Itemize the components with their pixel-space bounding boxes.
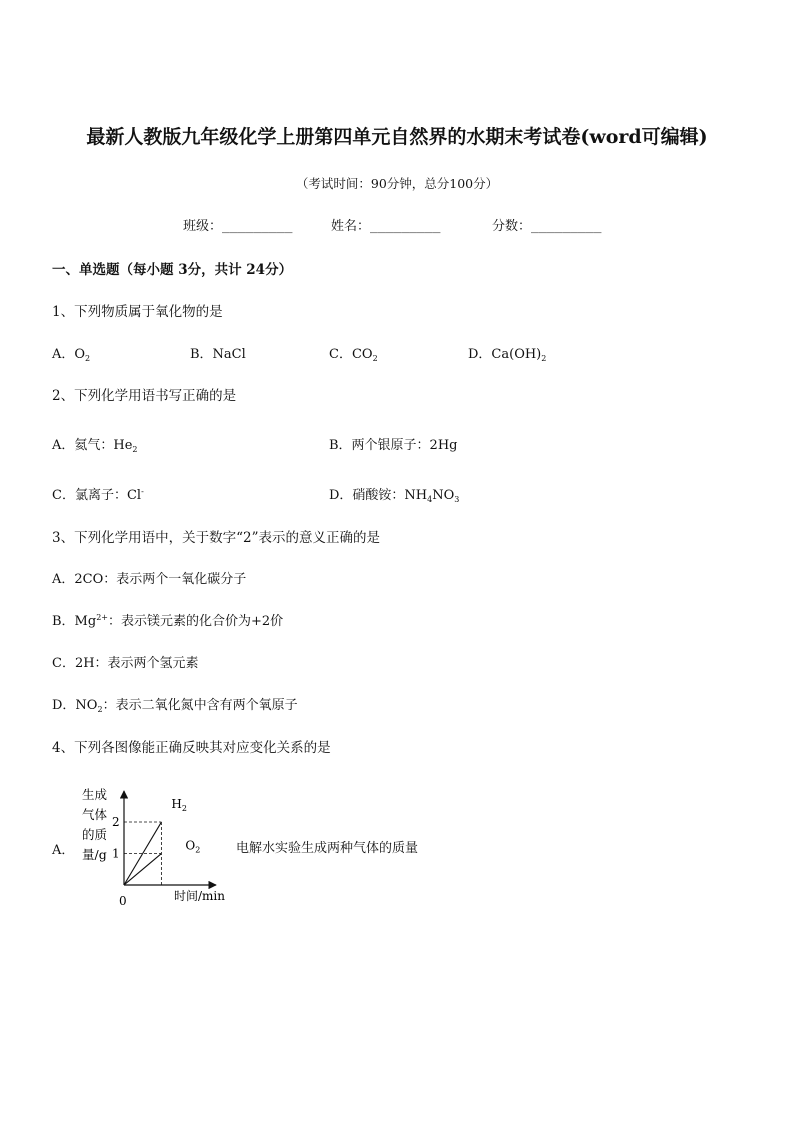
name-blank: _________ xyxy=(370,219,441,234)
series-lines xyxy=(124,797,200,885)
class-field xyxy=(183,215,292,234)
y-axis-label-line: 量/g xyxy=(82,847,107,862)
page-title: 最新人教版九年级化学上册第四单元自然界的水期末考试卷(word可编辑) xyxy=(86,126,708,148)
q3-option-d-sub: 2 xyxy=(97,705,103,714)
q3-option-b-text: B．Mg xyxy=(52,614,97,629)
q2-option-c-sup: - xyxy=(141,487,144,496)
score-blank: _________ xyxy=(531,219,602,234)
question-2-stem: 2、下列化学用语书写正确的是 xyxy=(52,388,237,404)
q3-option-d xyxy=(52,694,298,714)
q2-option-d-mid: NO xyxy=(432,488,455,503)
q2-option-d-sub2: 3 xyxy=(454,495,460,504)
q1-option-c xyxy=(329,343,378,363)
q1-option-b: B．NaCl xyxy=(190,347,246,362)
score-label: 分数： xyxy=(492,219,532,234)
q2-option-d xyxy=(329,484,459,504)
y-axis-label xyxy=(82,787,108,862)
q1-option-a-text: A．O xyxy=(52,347,86,362)
q2-option-a-text: A．氦气：He xyxy=(52,438,133,453)
q3-option-a: A．2CO：表示两个一氧化碳分子 xyxy=(52,572,247,587)
y-tick-label: 2 xyxy=(112,815,120,830)
q3-option-b-suffix: ：表示镁元素的化合价为+2价 xyxy=(107,614,284,629)
section-heading: 一、单选题（每小题 3分，共计 24分） xyxy=(52,262,293,278)
y-ticks xyxy=(112,815,120,860)
q2-option-b: B．两个银原子：2Hg xyxy=(329,438,458,453)
q3-option-b xyxy=(52,610,283,629)
series-label-h2: $H_2$ xyxy=(171,797,187,814)
q1-option-d-sub: 2 xyxy=(541,354,547,363)
q1-option-a-sub: 2 xyxy=(85,354,91,363)
class-label: 班级： xyxy=(183,219,223,234)
question-3-stem: 3、下列化学用语中，关于数字“2”表示的意义正确的是 xyxy=(52,530,380,546)
q2-option-d-text: D．硝酸铵：NH xyxy=(329,488,428,503)
electrolysis-mass-chart xyxy=(70,780,230,910)
y-axis-label-line: 的质 xyxy=(82,827,108,842)
y-tick-label: 1 xyxy=(112,846,120,861)
q1-option-d-text: D．Ca(OH) xyxy=(468,347,542,362)
score-field xyxy=(492,215,601,234)
q2-option-c-text: C．氯离子：Cl xyxy=(52,488,142,503)
series-label-o2: $O_2$ xyxy=(185,838,201,855)
q2-option-a xyxy=(52,434,138,454)
question-4-stem: 4、下列各图像能正确反映其对应变化关系的是 xyxy=(52,740,331,756)
q2-option-a-sub: 2 xyxy=(132,445,138,454)
q1-option-c-sub: 2 xyxy=(372,354,378,363)
question-1-stem: 1、下列物质属于氧化物的是 xyxy=(52,304,223,320)
q4-option-a-description: 电解水实验生成两种气体的质量 xyxy=(236,841,419,856)
x-axis-label: 时间/min xyxy=(174,889,225,903)
q4-option-a-label: A． xyxy=(52,843,75,858)
y-axis-label-line: 气体 xyxy=(82,807,108,822)
q2-option-d-sub1: 4 xyxy=(427,495,433,504)
origin-label: 0 xyxy=(119,894,127,908)
q1-option-c-text: C．CO xyxy=(329,347,373,362)
exam-subtitle: （考试时间：90分钟，总分100分） xyxy=(295,176,499,191)
q1-option-d xyxy=(468,343,546,363)
q3-option-b-sup: 2+ xyxy=(96,613,108,622)
q3-option-d-suffix: ：表示二氧化氮中含有两个氧原子 xyxy=(102,698,298,713)
name-label: 姓名： xyxy=(331,219,371,234)
q1-option-a xyxy=(52,343,90,363)
class-blank: _________ xyxy=(222,219,293,234)
q3-option-c: C．2H：表示两个氢元素 xyxy=(52,656,199,671)
q2-option-c xyxy=(52,484,144,503)
y-axis-label-line: 生成 xyxy=(82,787,108,802)
series-line-o2 xyxy=(124,854,161,885)
name-field xyxy=(331,215,440,234)
q3-option-d-text: D．NO xyxy=(52,698,98,713)
